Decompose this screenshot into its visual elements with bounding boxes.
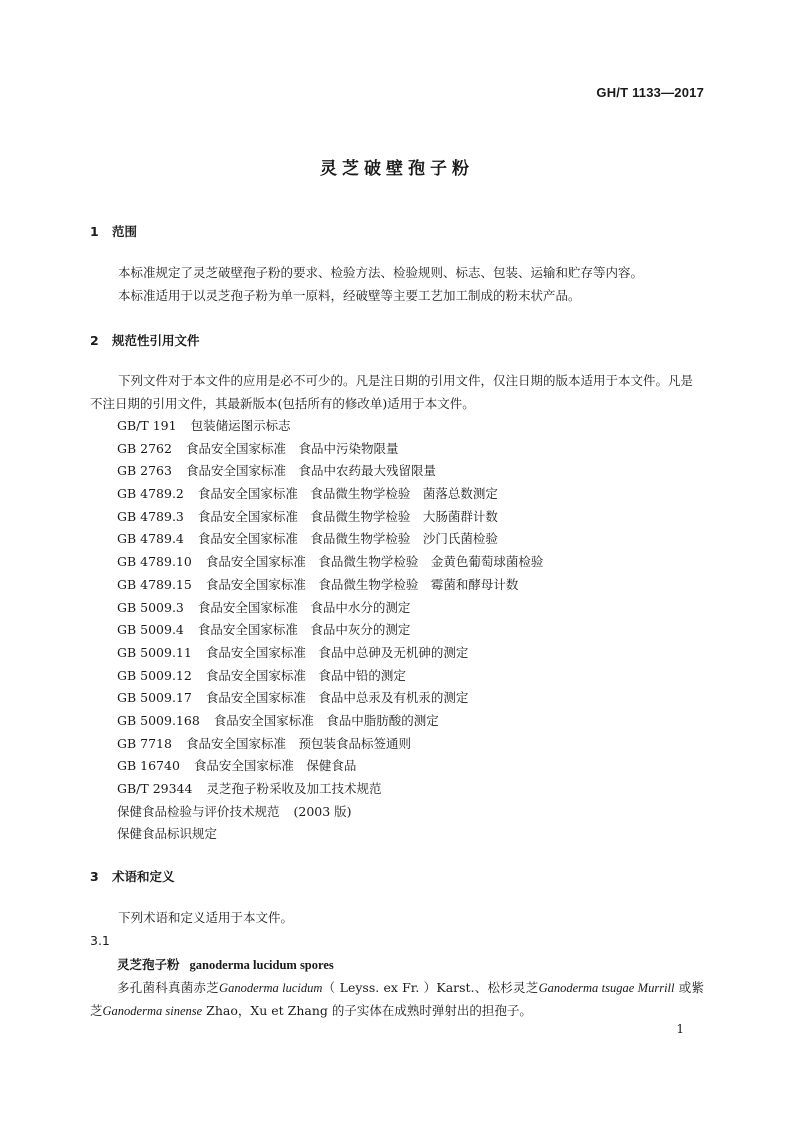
reference-title: 食品安全国家标准 食品中总汞及有机汞的测定 [205, 690, 469, 706]
list-item [117, 483, 543, 506]
list-item [117, 619, 543, 642]
definition-text: Zhao，Xu et Zhang 的子实体在成熟时弹射出的担孢子。 [202, 1002, 532, 1018]
reference-code: GB/T 29344 [117, 781, 193, 796]
reference-code: GB 5009.168 [117, 712, 200, 728]
reference-code: GB 2763 [117, 463, 172, 479]
section-title: 范围 [112, 224, 138, 239]
species-name: Ganoderma sinense [102, 1003, 203, 1018]
list-item [117, 551, 543, 574]
page-number: 1 [676, 1022, 684, 1036]
definition-text: 或紫芝 [90, 980, 704, 1018]
scope-paragraph-2: 本标准适用于以灵芝孢子粉为单一原料，经破壁等主要工艺加工制成的粉末状产品。 [118, 288, 581, 303]
section-title: 规范性引用文件 [112, 333, 200, 348]
list-item [117, 710, 543, 733]
reference-code: GB/T 191 [117, 418, 177, 433]
reference-code: GB 5009.17 [117, 690, 192, 706]
reference-code: 保健食品标识规定 [117, 826, 218, 842]
reference-code: GB 4789.4 [117, 531, 184, 547]
reference-code: GB 5009.3 [117, 599, 184, 615]
page-title: 灵芝破壁孢子粉 [320, 159, 474, 179]
reference-title: 食品安全国家标准 食品中灰分的测定 [197, 622, 411, 638]
list-item [117, 415, 543, 438]
reference-title: 食品安全国家标准 保健食品 [193, 758, 357, 774]
list-item [117, 460, 543, 483]
reference-code: GB 4789.10 [117, 554, 192, 570]
term-chinese: 灵芝孢子粉 [117, 957, 180, 972]
list-item [117, 801, 543, 824]
reference-title: 食品安全国家标准 食品中脂肪酸的测定 [213, 712, 439, 728]
section-number: 1 [90, 224, 99, 239]
reference-title: 食品安全国家标准 食品微生物学检验 沙门氏菌检验 [197, 531, 498, 547]
term-entry [117, 955, 334, 973]
list-item [117, 528, 543, 551]
section-1-heading [90, 222, 137, 240]
list-item [117, 733, 543, 756]
reference-title: 食品安全国家标准 食品微生物学检验 菌落总数测定 [197, 486, 498, 502]
reference-code: GB 5009.11 [117, 644, 192, 660]
reference-code: GB 4789.2 [117, 486, 184, 502]
document-code: GH/T 1133—2017 [596, 85, 704, 100]
reference-title: 灵芝孢子粉采收及加工技术规范 [206, 781, 382, 796]
reference-title: 食品安全国家标准 食品中总砷及无机砷的测定 [205, 644, 469, 660]
subclause-number: 3.1 [90, 933, 110, 948]
terms-intro: 下列术语和定义适用于本文件。 [118, 910, 294, 925]
reference-code: 保健食品检验与评价技术规范 [117, 803, 280, 819]
definition-text: （ Leyss. ex Fr. ）Karst.、松杉灵芝 [322, 980, 539, 995]
section-3-heading [90, 867, 175, 885]
definition-text: 多孔菌科真菌赤芝 [117, 980, 220, 995]
reference-code: GB 4789.3 [117, 508, 184, 524]
reference-title: 食品安全国家标准 食品微生物学检验 大肠菌群计数 [197, 508, 498, 524]
list-item [117, 778, 543, 801]
reference-title: 食品安全国家标准 食品中水分的测定 [197, 599, 411, 615]
reference-code: GB 2762 [117, 440, 172, 456]
list-item [117, 597, 543, 620]
reference-title: 包装储运图示标志 [190, 418, 291, 433]
list-item [117, 755, 543, 778]
normative-references-intro: 下列文件对于本文件的应用是必不可少的。凡是注日期的引用文件，仅注日期的版本适用于本文件。凡是不注日期的引用文件，其最新版本(包括所有的修改单)适用于本文件。 [90, 373, 694, 411]
reference-code: GB 7718 [117, 735, 172, 751]
reference-title: 食品安全国家标准 食品中污染物限量 [185, 440, 399, 456]
reference-code: GB 5009.4 [117, 622, 184, 638]
section-number: 2 [90, 333, 99, 348]
list-item [117, 506, 543, 529]
list-item [117, 438, 543, 461]
scope-paragraph-1: 本标准规定了灵芝破壁孢子粉的要求、检验方法、检验规则、标志、包装、运输和贮存等内容。 [118, 265, 644, 280]
reference-title: 食品安全国家标准 食品中铅的测定 [205, 667, 406, 683]
term-english: ganoderma lucidum spores [189, 958, 334, 972]
list-item [117, 642, 543, 665]
reference-title: 食品安全国家标准 食品中农药最大残留限量 [185, 463, 436, 479]
reference-list [117, 415, 543, 846]
list-item [117, 665, 543, 688]
species-name: Ganoderma tsugae Murrill [538, 981, 675, 995]
term-definition [90, 977, 704, 1022]
list-item [117, 574, 543, 597]
reference-code: GB 16740 [117, 758, 180, 774]
list-item [117, 687, 543, 710]
reference-code: GB 4789.15 [117, 576, 192, 592]
section-2-heading [90, 331, 200, 349]
species-name: Ganoderma lucidum [219, 981, 323, 995]
reference-title: 食品安全国家标准 预包装食品标签通则 [185, 735, 411, 751]
reference-title: 食品安全国家标准 食品微生物学检验 金黄色葡萄球菌检验 [205, 554, 544, 570]
reference-code: GB 5009.12 [117, 667, 192, 683]
section-number: 3 [90, 869, 99, 884]
reference-title: (2003 版) [293, 803, 352, 819]
section-title: 术语和定义 [112, 869, 175, 884]
list-item [117, 823, 543, 846]
reference-title: 食品安全国家标准 食品微生物学检验 霉菌和酵母计数 [205, 576, 519, 592]
